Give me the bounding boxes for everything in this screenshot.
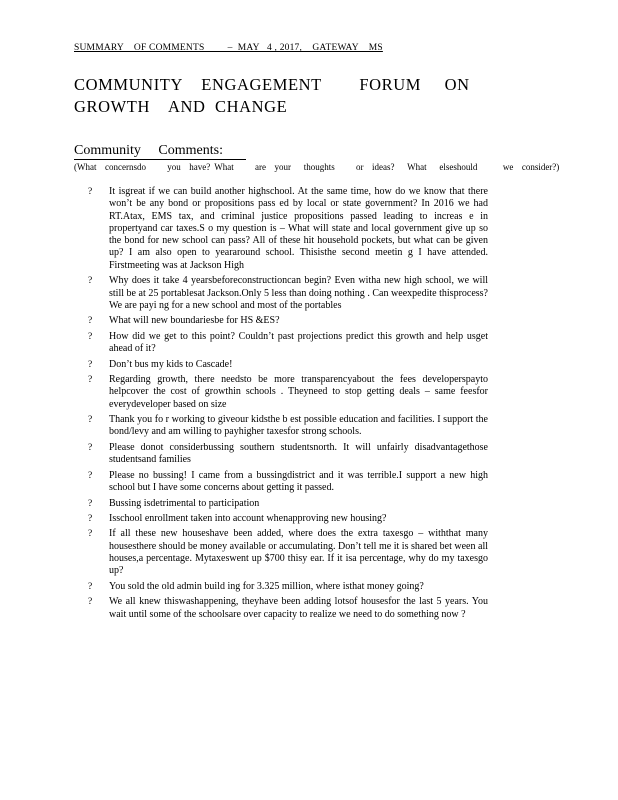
title-line-2: GROWTH AND CHANGE: [74, 97, 288, 116]
comment-item: [88, 275, 488, 312]
comment-text: What will new boundariesbe for HS &ES?: [109, 315, 280, 327]
comment-item: [88, 596, 488, 621]
bullet-glyph: ?: [88, 597, 93, 608]
bullet-glyph: ?: [88, 529, 93, 540]
bullet-glyph: ?: [88, 442, 93, 453]
comment-item: [88, 528, 488, 577]
comment-item: [88, 442, 488, 467]
comment-text: Regarding growth, there needsto be more transparencyabout the fees developerspayto helpcover the cost of growthin schools . Theyneed to stop getting deals – same feesfor everydeveloper based on size: [109, 374, 488, 410]
comment-item: [88, 498, 488, 510]
section-heading-text: Community Comments:: [74, 143, 223, 158]
bullet-glyph: ?: [88, 581, 93, 592]
bullet-glyph: ?: [88, 375, 93, 386]
comment-item: [88, 581, 488, 593]
title-line-1: COMMUNITY ENGAGEMENT FORUM ON: [74, 75, 470, 94]
comment-text: It isgreat if we can build another highschool. At the same time, how do we know that there won’t be any bond or propositions pass ed by local or state government? In 2016 we had RT.Atax, EMS tax, and criminal justice propositions passed leading to increas e in propertyand car taxes.S o my question is – What will state and local government give up so the bond for new school can pass? All of these hit household pockets, but what can be given up? I am also open to yeararound school. Thisisthe second meetin g I have attended. Firstmeeting was at Jackson High: [109, 186, 488, 271]
comment-text: You sold the old admin build ing for 3.325 million, where isthat money going?: [109, 580, 424, 592]
comment-text: Isschool enrollment taken into account whenapproving new housing?: [109, 513, 387, 524]
document-title: [74, 74, 494, 118]
comment-text: Thank you fo r working to giveour kidsthe b est possible education and facilities. I support the bond/levy and am willing to payhigher taxesfor strong schools.: [109, 414, 488, 438]
comment-text: Bussing isdetrimental to participation: [109, 497, 260, 509]
bullet-glyph: ?: [88, 359, 93, 370]
comment-item: [88, 513, 488, 525]
comment-item: [88, 331, 488, 356]
bullet-glyph: ?: [88, 514, 93, 524]
comment-item: [88, 315, 488, 327]
comment-text: Please donot considerbussing southern studentsnorth. It will unfairly disadvantagethose studentsand families: [109, 441, 488, 466]
bullet-glyph: ?: [88, 331, 93, 342]
bullet-glyph: ?: [88, 316, 93, 327]
comments-list: [88, 186, 488, 624]
section-heading: [74, 143, 223, 159]
section-heading-underline: [74, 159, 246, 160]
bullet-glyph: ?: [88, 187, 93, 197]
document-header: SUMMARY OF COMMENTS – MAY 4 , 2017, GATEWAY MS: [74, 43, 383, 53]
comment-text: How did we get to this point? Couldn’t past projections predict this growth and help usget ahead of it?: [109, 330, 488, 355]
comment-item: [88, 359, 488, 371]
bullet-glyph: ?: [88, 415, 93, 426]
bullet-glyph: ?: [88, 470, 93, 481]
comment-text: If all these new houseshave been added, where does the extra taxesgo – withthat many housesthere should be money available or accumulating. Don’t tell me it is shared bet ween all houses,a percentage. Mytaxeswent up $700 thisy ear. If it isa percentage, why do my taxesgo up?: [109, 528, 488, 577]
comment-text: Please no bussing! I came from a bussingdistrict and it was terrible.I support a new high school but I have some concerns about getting it passed.: [109, 469, 488, 494]
comment-text: Don’t bus my kids to Cascade!: [109, 358, 233, 370]
comment-text: Why does it take 4 yearsbeforeconstructioncan begin? Even witha new high school, we will still be at 25 portablesat Jackson.Only 5 less than doing nothing . Can weexpedite thisprocess? We are payi ng for a new school and most of the portables: [109, 275, 488, 311]
comment-text: We all knew thiswashappening, theyhave been adding lotsof housesfor the last 5 years. You wait until some of the schoolsare over capacity to realize we need to do something now ?: [109, 596, 488, 620]
comment-item: [88, 470, 488, 495]
bullet-glyph: ?: [88, 498, 93, 509]
comment-item: [88, 186, 488, 272]
section-prompt: (What concernsdo you have? What are your thoughts or ideas? What elseshould we consider?): [74, 162, 560, 172]
bullet-glyph: ?: [88, 276, 93, 287]
comment-item: [88, 414, 488, 439]
comment-item: [88, 374, 488, 411]
